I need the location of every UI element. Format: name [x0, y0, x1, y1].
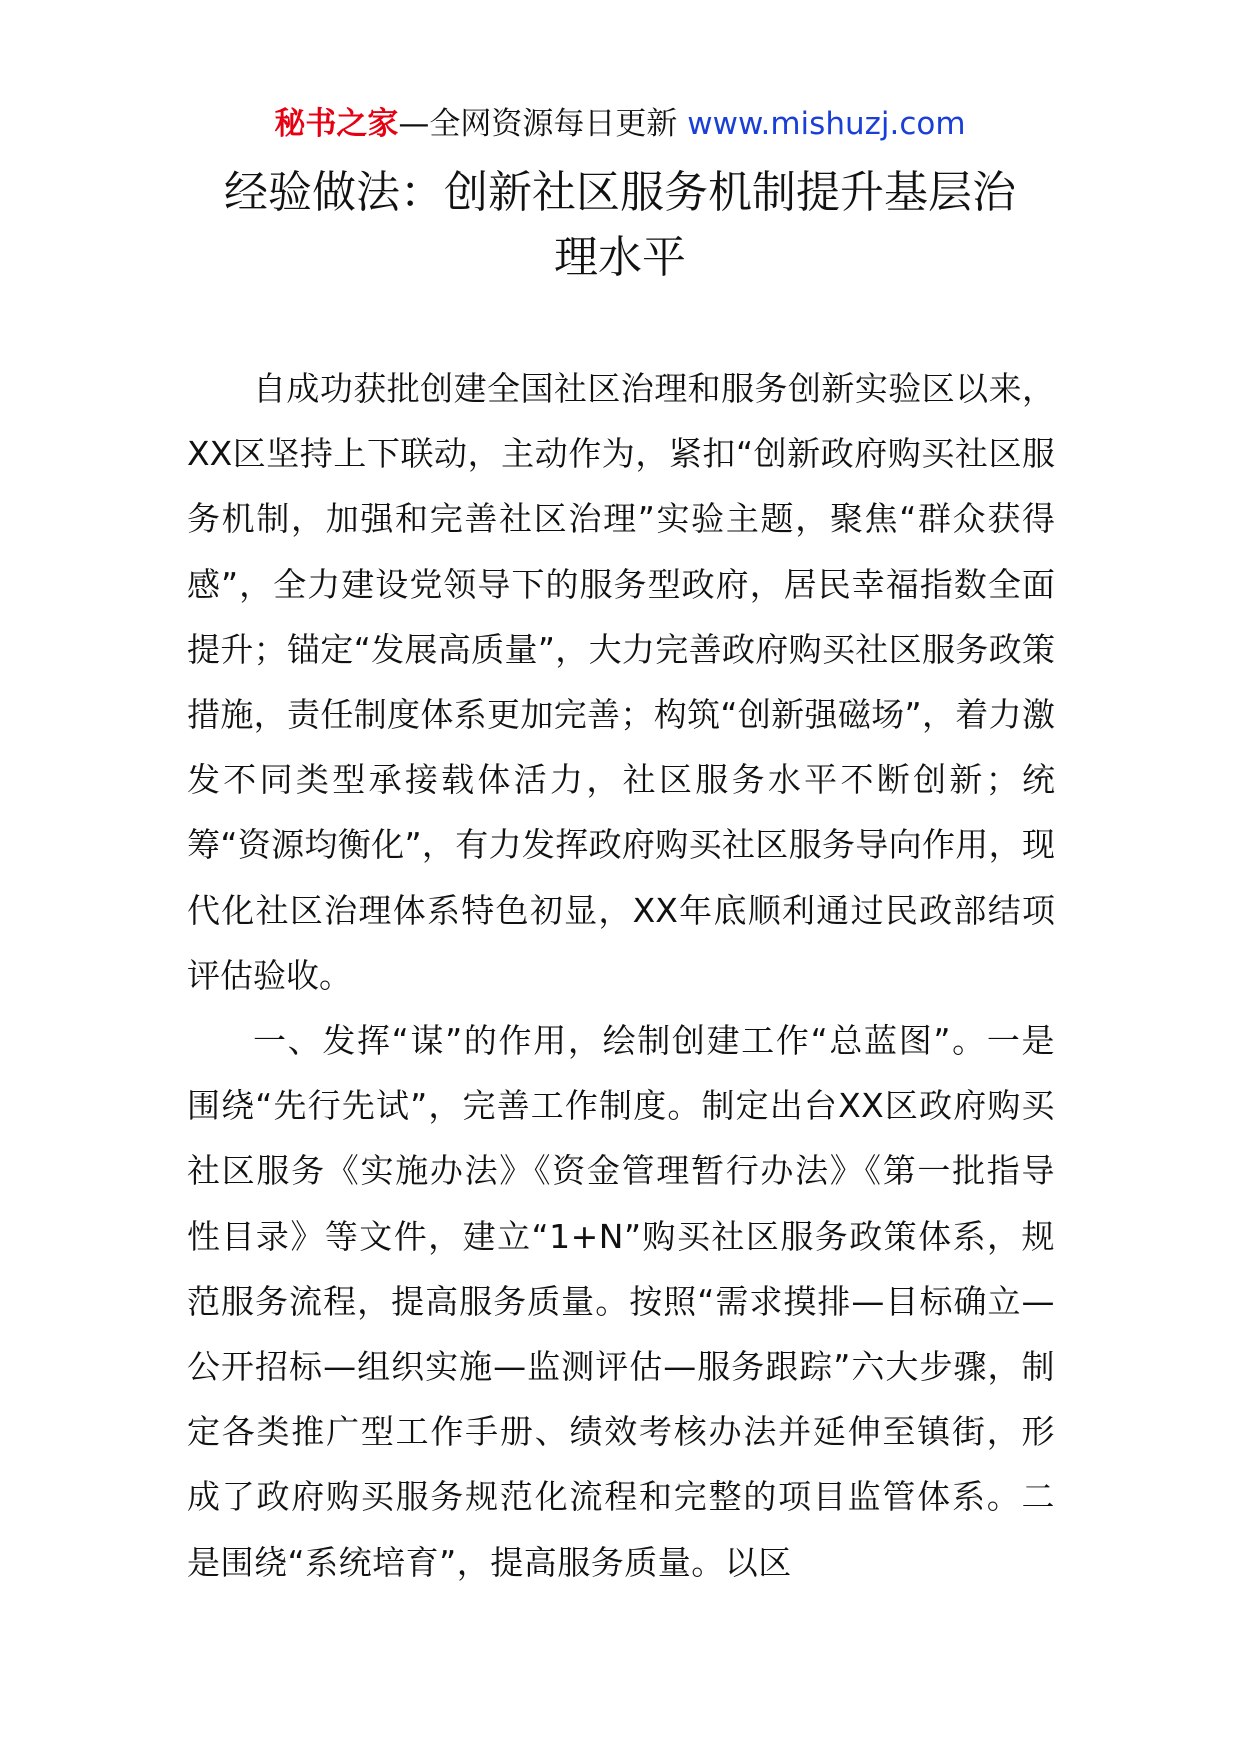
header-brand: 秘书之家: [274, 106, 399, 142]
title-line-2: 理水平: [554, 232, 686, 283]
header-slogan: —全网资源每日更新: [398, 106, 678, 142]
header-url-link[interactable]: www.mishuzj.com: [687, 106, 966, 142]
document-body: [187, 356, 1055, 1595]
site-header: [0, 100, 1240, 148]
title-line-1: 经验做法：创新社区服务机制提升基层治: [224, 167, 1016, 218]
paragraph-section-1: 一、发挥“谋”的作用，绘制创建工作“总蓝图”。一是围绕“先行先试”，完善工作制度。制定出台XX区政府购买社区服务《实施办法》《资金管理暂行办法》《第一批指导性目录》等文件，建立“1+N”购买社区服务政策体系，规范服务流程，提高服务质量。按照“需求摸排—目标确立—公开招标—组织实施—监测评估—服务跟踪”六大步骤，制定各类推广型工作手册、绩效考核办法并延伸至镇街，形成了政府购买服务规范化流程和完整的项目监管体系。二是围绕“系统培育”，提高服务质量。以区: [187, 1021, 1055, 1582]
paragraph-intro: 自成功获批创建全国社区治理和服务创新实验区以来，XX区坚持上下联动，主动作为，紧扣“创新政府购买社区服务机制，加强和完善社区治理”实验主题，聚焦“群众获得感”，全力建设党领导下的服务型政府，居民幸福指数全面提升；锚定“发展高质量”，大力完善政府购买社区服务政策措施，责任制度体系更加完善；构筑“创新强磁场”，着力激发不同类型承接载体活力，社区服务水平不断创新；统筹“资源均衡化”，有力发挥政府购买社区服务导向作用，现代化社区治理体系特色初显，XX年底顺利通过民政部结项评估验收。: [187, 369, 1055, 995]
document-title: [180, 160, 1060, 290]
